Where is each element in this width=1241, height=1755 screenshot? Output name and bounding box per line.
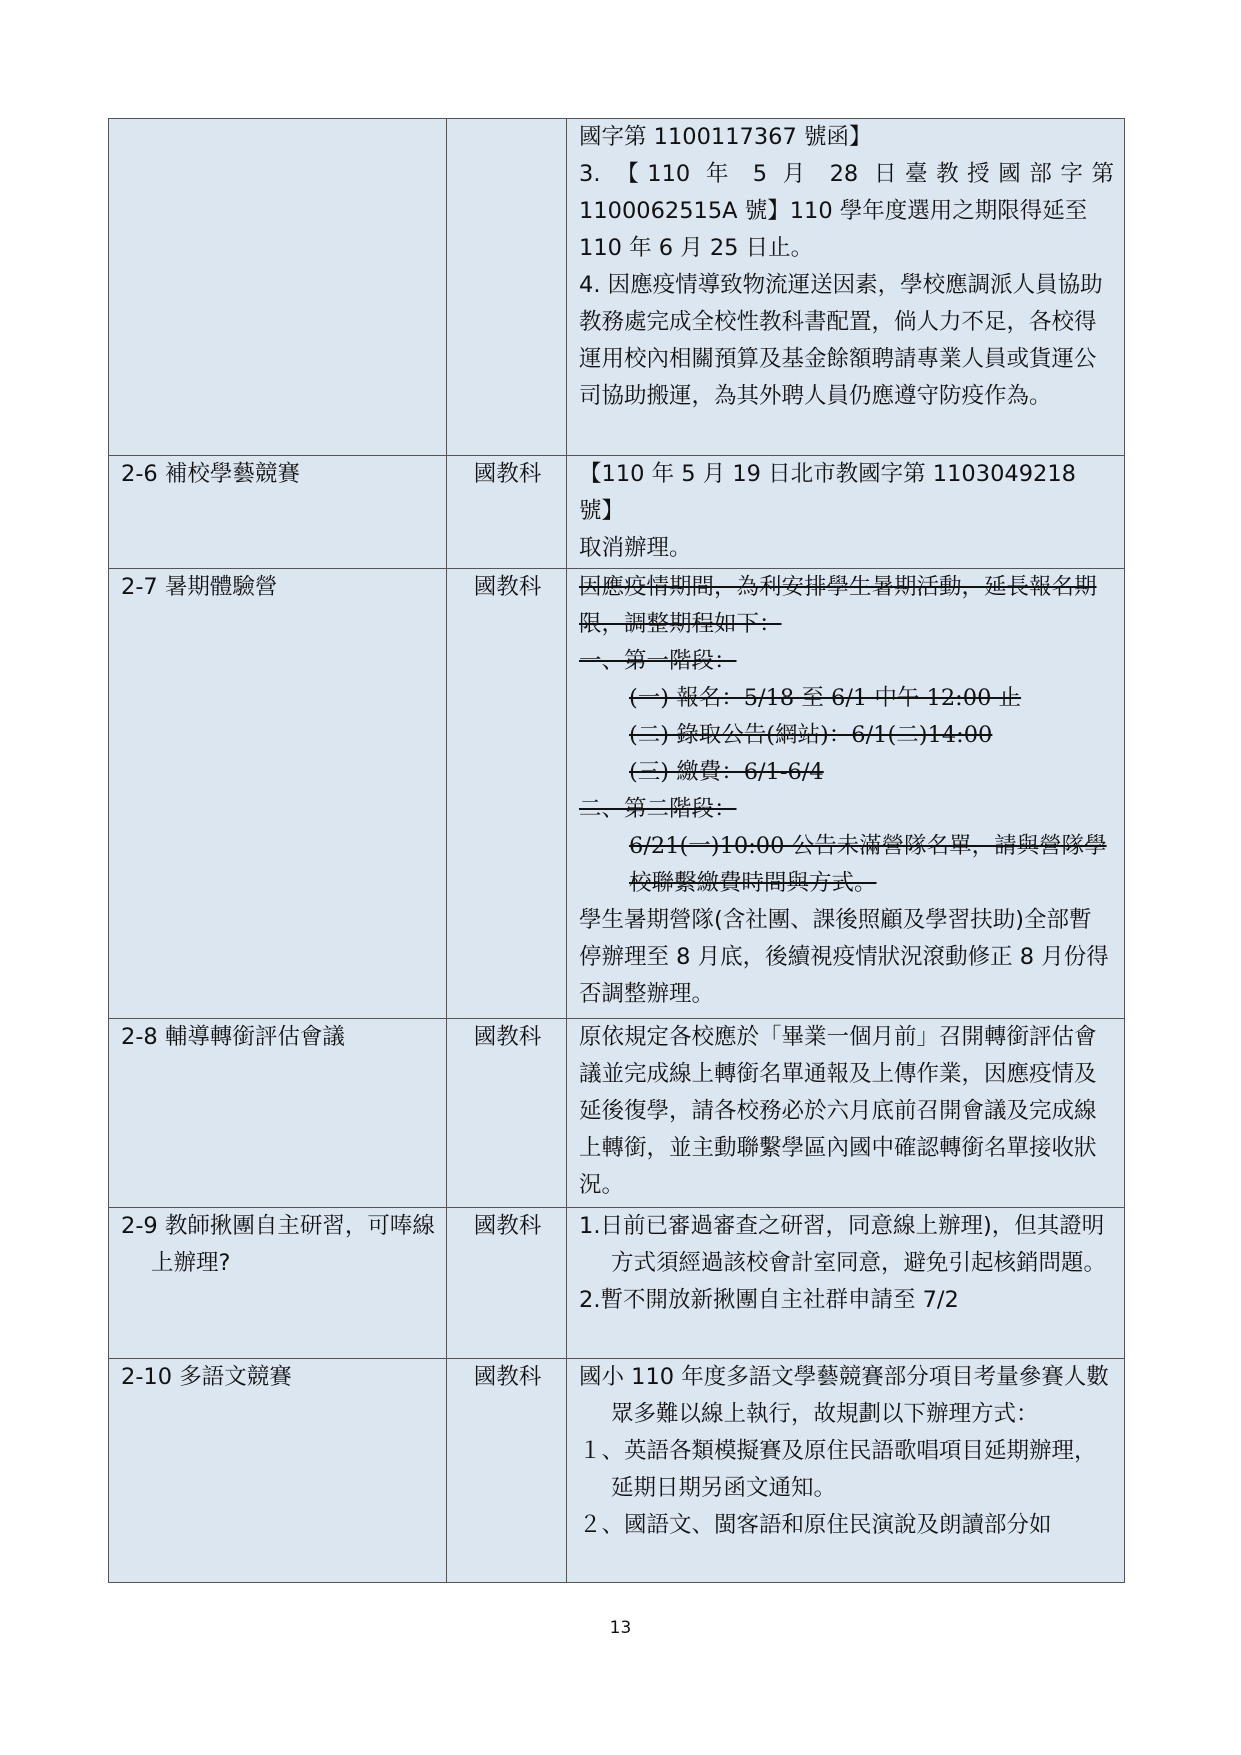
content-line: 學生暑期營隊(含社團、課後照顧及學習扶助)全部暫停辦理至 8 月底，後續視疫情狀況滾動修正 8 月份得否調整辦理。: [579, 907, 1109, 1007]
struck-line: 6/21(一)10:00 公告未滿營隊名單，請與營隊學校聯繫繳費時間與方式。: [629, 833, 1107, 896]
item-dept: 國教科: [447, 1359, 567, 1583]
content-line: 國字第 1100117367 號函】: [579, 124, 872, 150]
item-content: [567, 1019, 1125, 1208]
item-dept: 國教科: [447, 1208, 567, 1359]
struck-line: (二) 錄取公告(網站)：6/1(二)14:00: [629, 722, 993, 748]
content-line: 110 年 6 月 25 日止。: [579, 235, 814, 261]
struck-line: (一) 報名：5/18 至 6/1 中午 12:00 止: [629, 685, 1022, 711]
item-content: [567, 1359, 1125, 1583]
content-line: 原依規定各校應於「畢業一個月前」召開轉銜評估會議並完成線上轉銜名單通報及上傳作業，因應疫情及延後復學，請各校務必於六月底前召開會議及完成線上轉銜，並主動聯繫學區內國中確認轉銜名單接收狀況。: [579, 1024, 1097, 1198]
content-line: 4. 因應疫情導致物流運送因素，學校應調派人員協助教務處完成全校性教科書配置，倘人力不足，各校得運用校內相關預算及基金餘額聘請專業人員或貨運公司協助搬運，為其外聘人員仍應遵守防疫作為。: [579, 272, 1103, 409]
item-title: 2-10 多語文競賽: [109, 1359, 447, 1583]
page-number: 13: [609, 1618, 632, 1638]
item-content: [567, 1208, 1125, 1359]
item-title-text: 2-9 教師揪團自主研習，可唪線上辦理?: [121, 1213, 435, 1276]
item-content: [567, 119, 1125, 456]
struck-line: (三) 繳費：6/1-6/4: [629, 759, 824, 785]
item-title: 2-7 暑期體驗營: [109, 569, 447, 1019]
item-dept: [447, 119, 567, 456]
content-line: ２、國語文、閩客語和原住民演說及朗讀部分如: [579, 1512, 1052, 1538]
item-content: [567, 456, 1125, 569]
table-row: [109, 1208, 1125, 1359]
struck-line: 二、第二階段：: [579, 796, 737, 822]
content-line: １、英語各類模擬賽及原住民語歌唱項目延期辦理，延期日期另函文通知。: [579, 1438, 1097, 1501]
item-title: [109, 119, 447, 456]
document-table: [108, 118, 1125, 1583]
item-title: 2-8 輔導轉銜評估會議: [109, 1019, 447, 1208]
struck-line: 一、第一階段：: [579, 648, 737, 674]
item-title: 2-6 補校學藝競賽: [109, 456, 447, 569]
content-line: 1.日前已審過審查之研習，同意線上辦理)，但其證明方式須經過該校會計室同意，避免引起核銷問題。: [579, 1213, 1107, 1276]
item-dept: 國教科: [447, 456, 567, 569]
table-row: [109, 1359, 1125, 1583]
item-title: [109, 1208, 447, 1359]
content-line: 3. 【110 年 5 月 28 日臺教授國部字第: [579, 161, 1114, 187]
content-line: 2.暫不開放新揪團自主社群申請至 7/2: [579, 1287, 959, 1313]
content-line: 取消辦理。: [579, 535, 692, 561]
content-line: 【110 年 5 月 19 日北市教國字第 1103049218 號】: [579, 461, 1076, 524]
struck-line: 因應疫情期間，為利安排學生暑期活動，延長報名期限，調整期程如下：: [579, 574, 1097, 637]
item-dept: 國教科: [447, 1019, 567, 1208]
table-row: [109, 456, 1125, 569]
content-line: 國小 110 年度多語文學藝競賽部分項目考量參賽人數眾多難以線上執行，故規劃以下辦理方式：: [579, 1364, 1109, 1427]
content-line: 1100062515A 號】110 學年度選用之期限得延至: [579, 198, 1088, 224]
item-dept: 國教科: [447, 569, 567, 1019]
table-row: [109, 1019, 1125, 1208]
item-content: [567, 569, 1125, 1019]
table-row: [109, 569, 1125, 1019]
table-row: [109, 119, 1125, 456]
